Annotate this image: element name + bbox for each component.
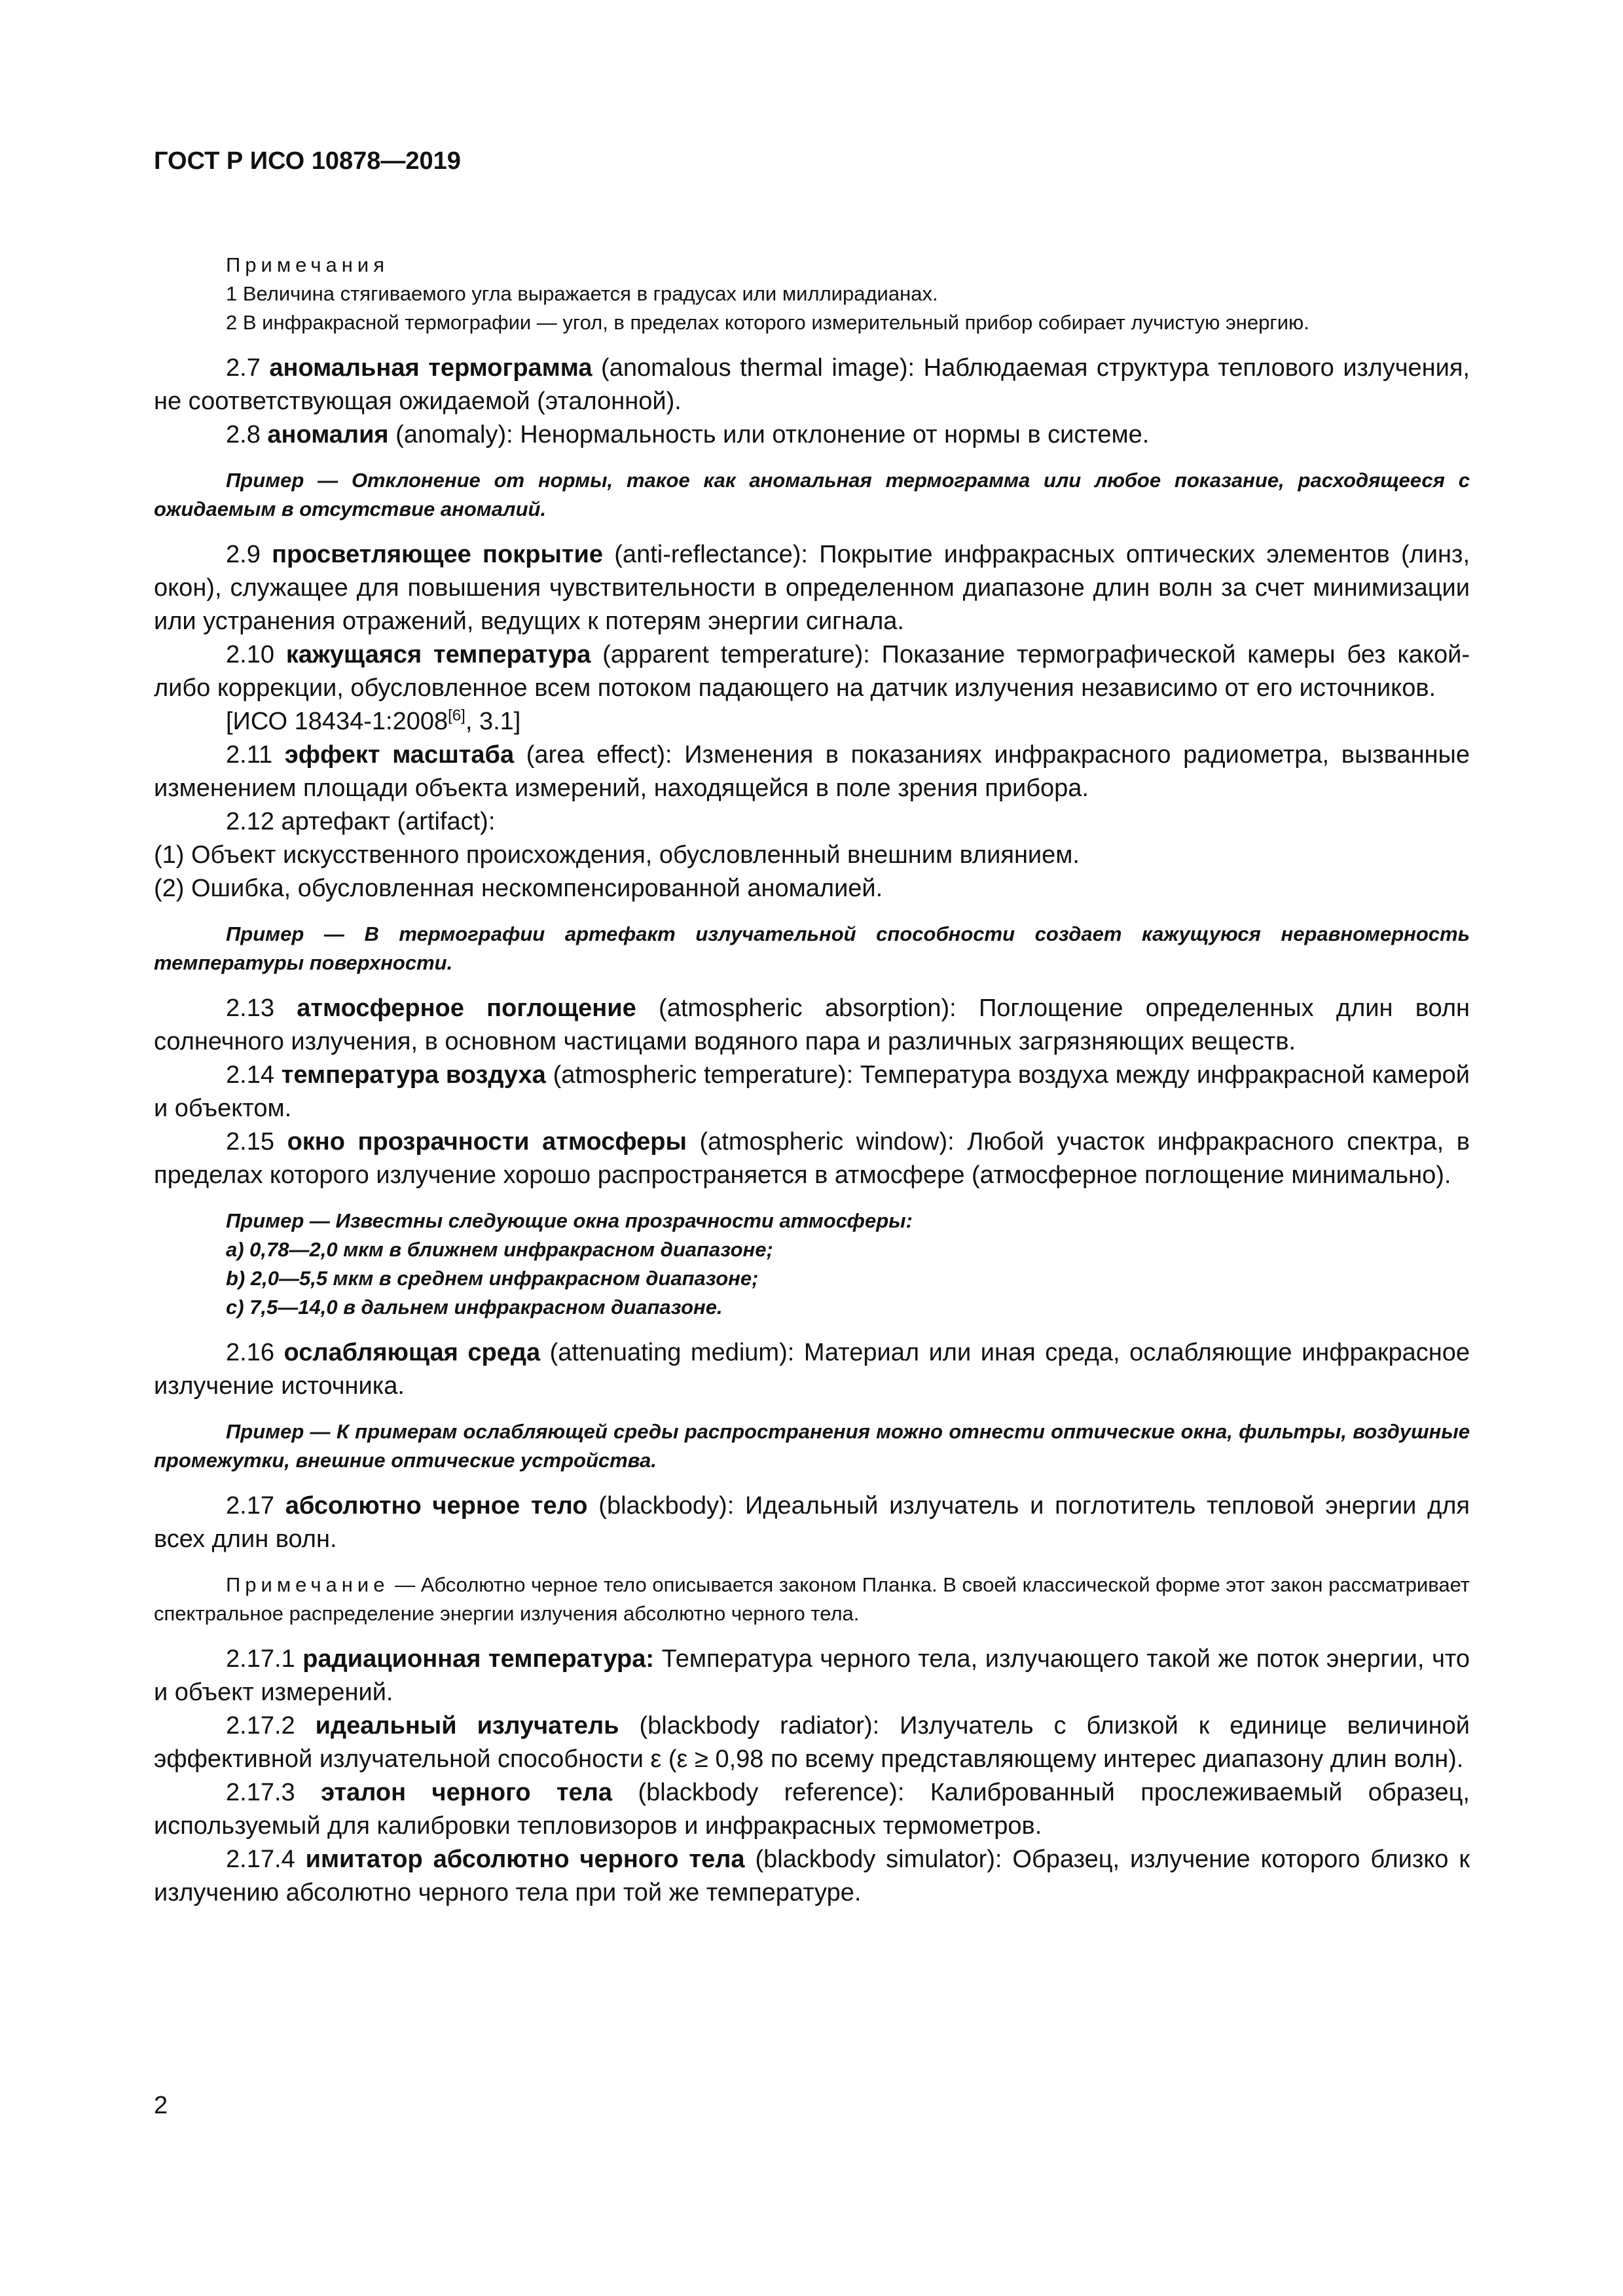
term-2-8: 2.8 аномалия (anomaly): Ненормальность или отклонение от нормы в системе. [226,421,1150,448]
term-2-11: 2.11 эффект масштаба (area effect): Изменения в показаниях инфракрасного радиометра, вызванные изменением площади объекта измерений, находящейся в поле зрения прибора. [154,741,1470,802]
example-2-15-a: a) 0,78—2,0 мкм в ближнем инфракрасном диапазоне; [226,1238,773,1261]
note-1: 1 Величина стягиваемого угла выражается в градусах или миллирадианах. [226,282,938,305]
term-2-17: 2.17 абсолютно черное тело (blackbody): Идеальный излучатель и поглотитель тепловой энергии для всех длин волн. [154,1492,1470,1553]
notes-label: Примечания [226,253,389,276]
term-2-17-1: 2.17.1 радиационная температура: Температура черного тела, излучающего такой же поток энергии, что и объект измерений. [154,1645,1470,1706]
term-2-12-item-2: (2) Ошибка, обусловленная нескомпенсированной аномалией. [154,875,883,902]
term-2-16: 2.16 ослабляющая среда (attenuating medium): Материал или иная среда, ослабляющие инфракрасное излучение источника. [154,1339,1470,1400]
note-2: 2 В инфракрасной термографии — угол, в пределах которого измерительный прибор собирает лучистую энергию. [226,311,1309,334]
document-page [154,147,1470,1910]
example-2-15-c: c) 7,5—14,0 в дальнем инфракрасном диапазоне. [226,1296,723,1319]
example-2-12: Пример — В термографии артефакт излучательной способности создает кажущуюся неравномерность температуры поверхности. [154,922,1470,974]
reference-2-10: [ИСО 18434-1:2008[6], 3.1] [226,706,521,735]
term-2-17-4: 2.17.4 имитатор абсолютно черного тела (blackbody simulator): Образец, излучение которого близко к излучению абсолютно черного тела при той же температуре. [154,1846,1470,1906]
note-2-17: Примечание — Абсолютно черное тело описывается законом Планка. В своей классической форме этот закон рассматривает спектральное распределение энергии излучения абсолютно черного тела. [154,1573,1470,1625]
term-2-15: 2.15 окно прозрачности атмосферы (atmospheric window): Любой участок инфракрасного спектра, в пределах которого излучение хорошо распространяется в атмосфере (атмосферное поглощение минимально). [154,1128,1470,1189]
example-2-16: Пример — К примерам ослабляющей среды распространения можно отнести оптические окна, фильтры, воздушные промежутки, внешние оптические устройства. [154,1420,1470,1472]
term-2-9: 2.9 просветляющее покрытие (anti-reflectance): Покрытие инфракрасных оптических элементов (линз, окон), служащее для повышения чувствительности в определенном диапазоне длин волн за счет минимизации или устранения отражений, ведущих к потерям энергии сигнала. [154,541,1470,635]
example-2-15-intro: Пример — Известны следующие окна прозрачности атмосферы: [226,1209,913,1232]
page-number: 2 [154,2092,168,2119]
term-2-12: 2.12 артефакт (artifact): [226,808,496,835]
term-2-14: 2.14 температура воздуха (atmospheric temperature): Температура воздуха между инфракрасной камерой и объектом. [154,1061,1470,1122]
document-header: ГОСТ Р ИСО 10878—2019 [154,147,461,175]
example-2-15-b: b) 2,0—5,5 мкм в среднем инфракрасном диапазоне; [226,1267,759,1290]
example-2-8: Пример — Отклонение от нормы, такое как аномальная термограмма или любое показание, расходящееся с ожидаемым в отсутствие аномалий. [154,469,1470,520]
term-2-7: 2.7 аномальная термограмма (anomalous thermal image): Наблюдаемая структура теплового излучения, не соответствующая ожидаемой (эталонной). [154,354,1470,415]
term-2-10: 2.10 кажущаяся температура (apparent temperature): Показание термографической камеры без какой-либо коррекции, обусловленное всем потоком падающего на датчик излучения независимо от его источников. [154,641,1470,702]
term-2-13: 2.13 атмосферное поглощение (atmospheric absorption): Поглощение определенных длин волн солнечного излучения, в основном частицами водяного пара и различных загрязняющих веществ. [154,994,1470,1055]
term-2-17-2: 2.17.2 идеальный излучатель (blackbody radiator): Излучатель с близкой к единице величиной эффективной излучательной способности ε (ε ≥ 0,98 по всему представляющему интерес диапазону длин волн). [154,1712,1470,1773]
term-2-12-item-1: (1) Объект искусственного происхождения, обусловленный внешним влиянием. [154,841,1080,869]
term-2-17-3: 2.17.3 эталон черного тела (blackbody reference): Калиброванный прослеживаемый образец, используемый для калибровки тепловизоров и инфракрасных термометров. [154,1779,1470,1840]
